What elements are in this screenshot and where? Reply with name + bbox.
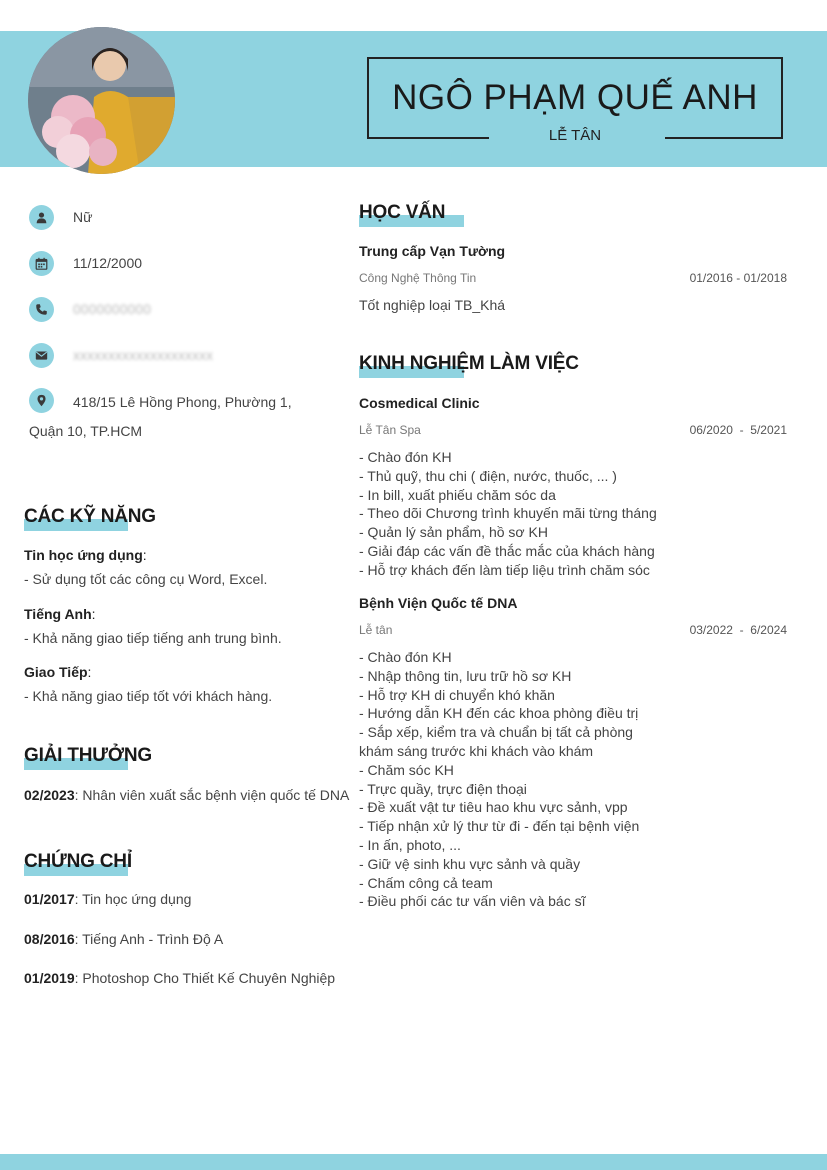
duty-item: - Nhập thông tin, lưu trữ hồ sơ KH [359,667,572,684]
birthday-value: 11/12/2000 [73,255,143,271]
gender-value: Nữ [73,209,93,225]
duty-item: - Giữ vệ sinh khu vực sảnh và quầy [359,855,581,872]
education-section-title: HỌC VẤN [359,202,445,224]
phone-icon [29,297,54,322]
duty-item: - Hỗ trợ KH di chuyển khó khăn [359,686,555,703]
avatar [28,27,175,174]
job-company: Bệnh Viện Quốc tế DNA [359,595,518,611]
certificate-item: 08/2016: Tiếng Anh - Trình Độ A [24,931,224,947]
awards-section-title: GIẢI THƯỞNG [24,745,152,767]
duty-item: - Tiếp nhận xử lý thư từ đi - đến tại bệnh viện [359,818,640,835]
contact-gender [29,205,92,231]
education-period: 01/2016 - 01/2018 [689,271,787,285]
award-item: 02/2023: Nhân viên xuất sắc bệnh viện quốc tế DNA [24,787,350,803]
calendar-icon [29,251,54,276]
duty-item: - Chăm sóc KH [359,761,454,778]
duty-item: - In ấn, photo, ... [359,836,461,853]
job-company: Cosmedical Clinic [359,395,480,411]
user-icon [29,205,54,230]
contact-email [29,343,213,369]
contact-phone [29,297,151,323]
education-note: Tốt nghiệp loại TB_Khá [359,297,506,313]
duty-item: - Chào đón KH [359,449,452,465]
duty-item: - In bill, xuất phiếu chăm sóc da [359,486,556,503]
skill-label: Tin học ứng dụng: [24,547,147,563]
address-value: 418/15 Lê Hồng Phong, Phường 1, Quận 10, TP.HCM [29,394,292,439]
phone-value: 0000000000 [73,301,151,317]
duty-item: - Chấm công cả team [359,874,493,891]
skills-section-title: CÁC KỸ NĂNG [24,506,156,528]
job-duties [359,648,649,911]
duty-item: - Hướng dẫn KH đến các khoa phòng điều trị [359,705,639,722]
job-duties [359,448,659,580]
duty-item: - Sắp xếp, kiểm tra và chuẩn bị tất cả phòng khám sáng trước khi khách vào khám [359,724,637,759]
skill-label: Tiếng Anh: [24,606,96,622]
job-period: 03/2022 - 6/2024 [689,623,787,637]
skill-desc: - Khả năng giao tiếp tiếng anh trung bình. [24,630,282,646]
skill-desc: - Khả năng giao tiếp tốt với khách hàng. [24,688,273,704]
candidate-name: NGÔ PHẠM QUẾ ANH [392,78,758,117]
duty-item: - Trực quầy, trực điện thoại [359,780,527,797]
footer-band [0,1154,827,1170]
email-value: xxxxxxxxxxxxxxxxxxxx [73,347,213,363]
duty-item: - Đề xuất vật tư tiêu hao khu vực sảnh, vpp [359,799,628,816]
experience-section-title: KINH NGHIỆM LÀM VIỆC [359,353,579,375]
envelope-icon [29,343,54,368]
contact-birthday [29,251,142,277]
duty-item: - Thủ quỹ, thu chi ( điện, nước, thuốc, ... ) [359,467,617,484]
certificate-item: 01/2019: Photoshop Cho Thiết Kế Chuyên Nghiệp [24,970,336,986]
duty-item: - Điều phối các tư vấn viên và bác sĩ [359,893,586,910]
candidate-role: LỄ TÂN [548,127,602,144]
duty-item: - Chào đón KH [359,649,452,665]
duty-item: - Quản lý sản phẩm, hồ sơ KH [359,524,548,541]
certificate-item: 01/2017: Tin học ứng dụng [24,891,192,907]
duty-item: - Theo dõi Chương trình khuyến mãi từng tháng [359,505,657,522]
job-position: Lễ tân [359,623,393,637]
school-name: Trung cấp Vạn Tường [359,243,506,259]
skill-desc: - Sử dụng tốt các công cụ Word, Excel. [24,571,268,587]
duty-item: - Hỗ trợ khách đến làm tiếp liệu trình chăm sóc [359,561,650,578]
certificates-section-title: CHỨNG CHỈ [24,851,132,873]
skill-label: Giao Tiếp: [24,664,92,680]
duty-item: - Giải đáp các vấn đề thắc mắc của khách hàng [359,542,655,559]
job-period: 06/2020 - 5/2021 [689,423,787,437]
job-position: Lễ Tân Spa [359,423,421,437]
education-major: Công Nghệ Thông Tin [359,271,477,285]
